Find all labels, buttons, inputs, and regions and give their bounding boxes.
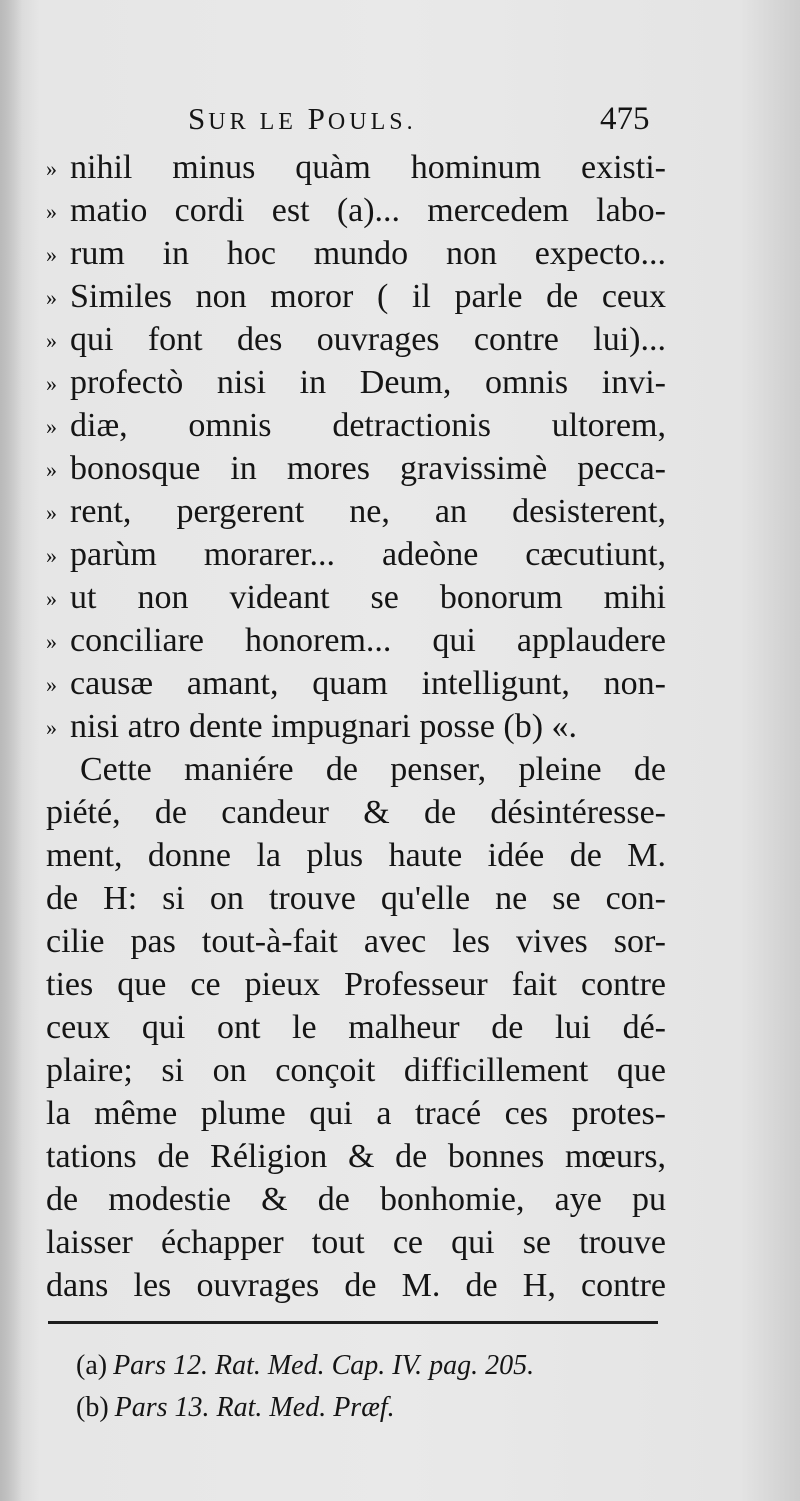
running-head [0,96,800,146]
text-line [46,146,666,189]
quote-mark: » [46,156,57,181]
footnote-mark: (b) [76,1392,109,1423]
text-line [46,447,666,490]
line-text: bonosque in mores gravissimè pecca- [70,450,666,487]
text-line [46,1178,666,1221]
body-text [46,146,666,1307]
text-line [46,963,666,1006]
text-line [46,490,666,533]
text-line [46,533,666,576]
line-text: qui font des ouvrages contre lui)... [70,321,666,358]
line-text: tations de Réligion & de bonnes mœurs, [46,1138,666,1175]
footnote-text: Pars 13. Rat. Med. Præf. [114,1392,395,1423]
running-title-main-initial: P [307,101,328,136]
footnote-b [76,1387,676,1429]
quote-mark: » [46,457,57,482]
text-line [46,275,666,318]
line-text: rent, pergerent ne, an desisterent, [70,493,666,530]
footnote-text: Pars 12. Rat. Med. Cap. IV. pag. 205. [113,1350,535,1381]
text-line [46,834,666,877]
line-text: la même plume qui a tracé ces protes- [46,1095,666,1132]
line-text: profectò nisi in Deum, omnis invi- [70,364,666,401]
text-line [46,1006,666,1049]
line-text: laisser échapper tout ce qui se trouve [46,1224,666,1261]
quote-mark: » [46,543,57,568]
text-line [46,705,666,748]
line-text: rum in hoc mundo non expecto... [70,235,666,272]
quote-mark: » [46,328,57,353]
text-line [46,1092,666,1135]
line-text: de H: si on trouve qu'elle ne se con- [46,880,666,917]
page-number: 475 [600,101,650,137]
quote-mark: » [46,715,57,740]
line-text: cilie pas tout-à-fait avec les vives sor- [46,923,666,960]
running-title-initial: S [188,101,209,136]
line-text: ceux qui ont le malheur de lui dé- [46,1009,666,1046]
text-line [46,1049,666,1092]
line-text: de modestie & de bonhomie, aye pu [46,1181,666,1218]
line-text: Similes non moror ( il parle de ceux [70,278,666,315]
line-text: parùm morarer... adeòne cæcutiunt, [70,536,666,573]
running-title-main-small-caps: OULS. [327,109,417,135]
quote-mark: » [46,199,57,224]
line-text: plaire; si on conçoit difficillement que [46,1052,666,1089]
quote-mark: » [46,672,57,697]
line-text: diæ, omnis detractionis ultorem, [70,407,666,444]
footnotes [76,1345,676,1429]
text-line [46,404,666,447]
footnote-mark: (a) [76,1350,108,1381]
quote-mark: » [46,629,57,654]
quote-mark: » [46,242,57,267]
quote-mark: » [46,414,57,439]
text-line [46,361,666,404]
text-line [46,877,666,920]
text-line [46,662,666,705]
text-line [46,920,666,963]
footnote-a [76,1345,676,1387]
quote-mark: » [46,500,57,525]
line-text: causæ amant, quam intelligunt, non- [70,665,666,702]
text-line [46,189,666,232]
text-line [46,318,666,361]
line-text: dans les ouvrages de M. de H, contre [46,1267,666,1304]
line-text: conciliare honorem... qui applaudere [70,622,666,659]
text-line [46,619,666,662]
text-line [46,1221,666,1264]
quote-mark: » [46,285,57,310]
line-text: matio cordi est (a)... mercedem labo- [70,192,666,229]
footnote-divider [48,1321,658,1324]
running-title [188,96,417,145]
text-line [46,1264,666,1307]
line-text: nihil minus quàm hominum existi- [70,149,666,186]
line-text: ties que ce pieux Professeur fait contre [46,966,666,1003]
line-text: nisi atro dente impugnari posse (b) «. [70,708,578,745]
paragraph-first-line [46,748,666,791]
text-line [46,232,666,275]
line-text: ut non videant se bonorum mihi [70,579,666,616]
text-line [46,576,666,619]
running-title-small-caps: UR LE [208,109,297,135]
quote-mark: » [46,586,57,611]
quote-mark: » [46,371,57,396]
line-text: ment, donne la plus haute idée de M. [46,837,666,874]
line-text: Cette maniére de penser, pleine de [80,751,666,788]
line-text: piété, de candeur & de désintéresse- [46,794,666,831]
text-line [46,1135,666,1178]
text-line [46,791,666,834]
